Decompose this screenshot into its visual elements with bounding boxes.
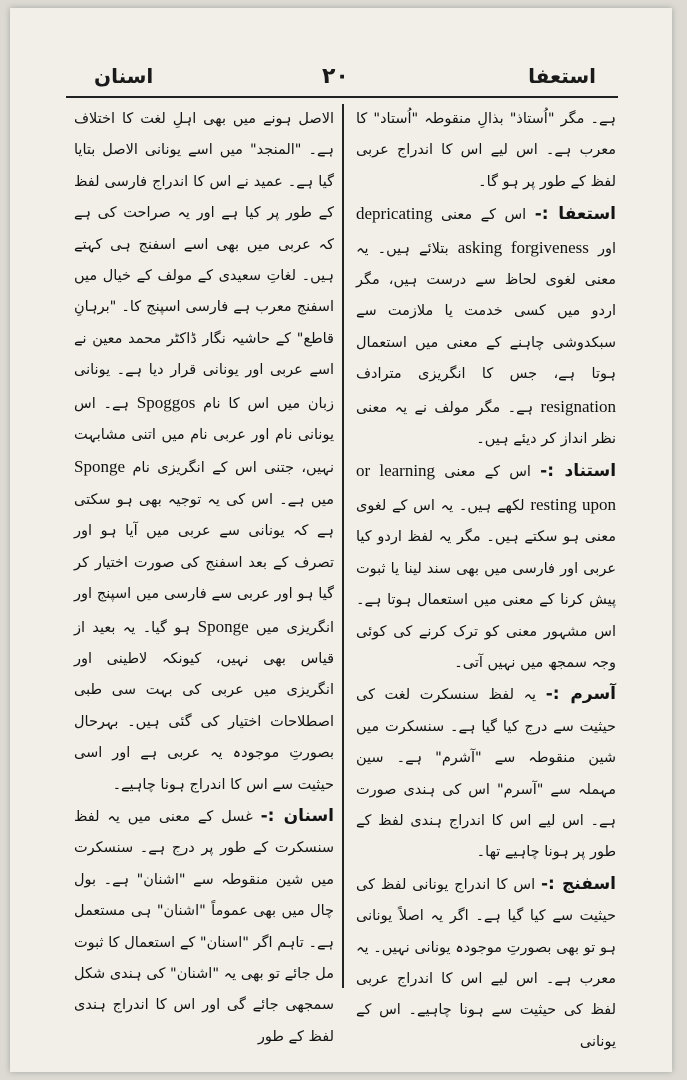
text: ہے۔ مگر "اُستاذ" بذالِ منقوطہ "اُستاد" کا معرب ہے۔ اس لیے اس کا اندراج عربی لفظ کے طور پر ہو گا۔ <box>356 111 616 190</box>
left-paragraph-1 <box>74 104 334 801</box>
text: الاصل ہونے میں بھی اہلِ لغت کا اختلاف ہے۔ "المنجد" میں اسے یونانی الاصل بتایا گیا ہے۔ عمید نے اس کا اندراج فارسی لفظ کے طور پر کیا ہے اور یہ صراحت کی ہے کہ عربی میں بھی اسے اسفنج ہی کہتے ہیں۔ لغاتِ سعیدی کے مولف کے خیال میں اسفنج معرب ہے فارسی اسپنج کا۔ "برہانِ قاطع" کے حاشیہ نگار ڈاکٹر محمد معین نے اسے عربی اور یونانی قرار دیا ہے۔ یونانی زبان میں اس کا نام <box>74 111 335 412</box>
text: اس کے معنی <box>444 464 531 481</box>
text: بتلائے ہیں۔ یہ معنی لغوی لحاظ سے درست ہیں، مگر اردو میں کسی خدمت یا ملازمت سے سبکدوشی چاہنے کے معنی میں استعمال ہوتا ہے، جس کا انگریزی مترادف <box>356 240 616 383</box>
text: لکھے ہیں۔ یہ اس کے لغوی معنی ہو سکتے ہیں۔ مگر یہ لفظ اردو کیا عربی اور فارسی میں بھی سند لینا یا ثبوت پیش کرنا کے معنی میں استعمال ہوتا ہے۔ اس مشہور معنی کو ترک کرنے کی کوئی وجہ سمجھ میں نہیں آتی۔ <box>356 497 616 671</box>
header-left-word: اسنان <box>94 64 154 88</box>
latin-term: resignation <box>540 396 617 416</box>
latin-term: depricating <box>356 204 433 224</box>
page-number: ۲۰ <box>322 64 349 89</box>
text: ہے۔ اس یونانی نام اور عربی نام میں اتنی مشابہت نہیں، جتنی اس کے انگریزی نام <box>74 395 335 477</box>
latin-term: or resting upon <box>356 461 616 514</box>
headword-asnan: اسنان :- <box>260 805 334 826</box>
entry-ashram <box>356 679 616 868</box>
entry-istinad <box>356 455 616 679</box>
text: ہے۔ مگر مولف نے یہ معنی نظر انداز کر دیئے ہیں۔ <box>356 399 616 448</box>
entry-istifa <box>356 198 616 455</box>
text: اس کے معنی <box>440 207 527 224</box>
text: یہ لفظ سنسکرت لغت کی حیثیت سے درج کیا گیا ہے۔ سنسکرت میں شین منقوطہ سے "آشرم" ہے۔ سین مہملہ سے "آسرم" اس کی ہندی صورت ہے۔ اس لیے اس کا اندراج ہندی لفظ کے طور پر ہونا چاہیے تھا۔ <box>356 687 616 861</box>
latin-term: Sponge <box>74 457 125 477</box>
headword-istifa: استعفا :- <box>534 204 617 225</box>
book-page <box>10 8 672 1072</box>
headword-istinad: استناد :- <box>540 461 617 482</box>
right-paragraph-1 <box>356 104 616 198</box>
latin-term: learning <box>379 461 436 481</box>
header-right-word: استعفا <box>528 64 596 88</box>
text: میں ہے۔ اس کی یہ توجیہ بھی ہو سکتی ہے کہ یونانی سے عربی میں آیا ہو اور تصرف کے بعد اسفنج کی صورت اختیار کر گیا ہو اور عربی سے فارسی میں اسپنج اور انگریزی میں <box>74 491 335 636</box>
entry-isfanj <box>356 869 616 1058</box>
entry-asnan <box>74 801 334 1053</box>
latin-term: asking forgiveness <box>457 237 589 257</box>
text: اس کا اندراج یونانی لفظ کی حیثیت سے کیا گیا ہے۔ اگر یہ اصلاً یونانی ہو تو بھی بصورتِ موجودہ یونانی نہیں۔ یہ معرب ہے۔ اس لیے اس کا اندراج عربی لفظ کی حیثیت سے ہونا چاہیے۔ اس کے یونانی <box>356 876 616 1050</box>
headword-ashram: آسرم :- <box>545 684 617 705</box>
running-header <box>66 64 616 100</box>
left-column <box>74 104 334 1053</box>
text: غسل کے معنی میں یہ لفظ سنسکرت کے طور پر درج ہے۔ سنسکرت میں شین منقوطہ سے "اشنان" ہے۔ بول چال میں بھی عموماً "اشنان" ہی مستعمل ہے۔ تاہم اگر "اسنان" کے استعمال کا ثبوت مل جائے تو بھی یہ "اشنان" کی ہندی شکل سمجھی جائے گی اور اس کا اندراج ہندی لفظ کے طور <box>74 808 334 1045</box>
latin-term: Spoggos <box>136 392 196 412</box>
text: ہو گیا۔ یہ بعید از قیاس بھی نہیں، کیونکہ لاطینی اور انگریزی میں عربی کی بہت سی طبی اصطلاحات اختیار کی گئی ہیں۔ بہرحال بصورتِ موجودہ یہ عربی ہے اور اسی حیثیت سے اس کا اندراج ہونا چاہیے۔ <box>74 619 334 793</box>
headword-isfanj: اسفنج :- <box>540 873 616 894</box>
right-column <box>356 104 616 1058</box>
latin-term: Sponge <box>197 616 249 636</box>
header-rule <box>66 96 618 98</box>
column-divider <box>342 104 344 988</box>
text: اور <box>597 240 616 257</box>
